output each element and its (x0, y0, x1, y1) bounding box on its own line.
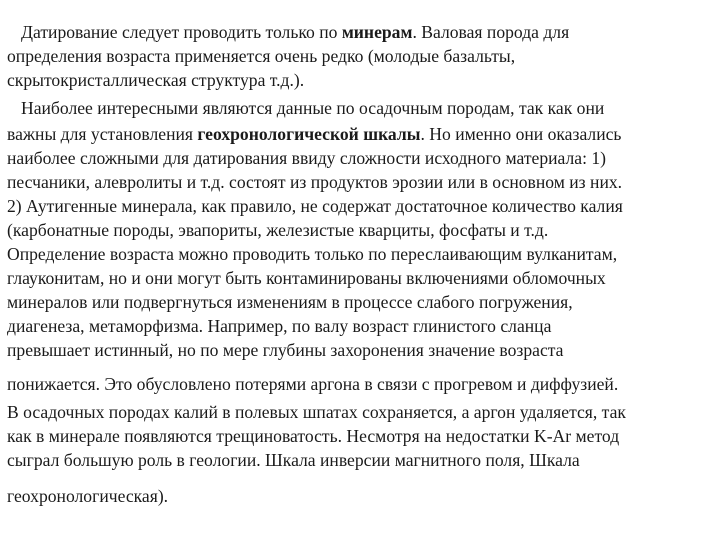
paragraph2-line5: 2) Аутигенные минерала, как правило, не содержат достаточное количество калия (7, 196, 623, 216)
paragraph1-line1 (21, 21, 569, 43)
text-run: . Но именно они оказались (420, 124, 622, 144)
paragraph2-line4: песчаники, алевролиты и т.д. состоят из продуктов эрозии или в основном из них. (7, 172, 623, 192)
paragraph1-line3: скрытокристаллическая структура т.д.). (7, 70, 305, 90)
paragraph2-line8: глауконитам, но и они могут быть контаминированы включениями обломочных (7, 268, 606, 288)
bold-term-geochronological-scale: геохронологической шкалы (197, 124, 421, 144)
paragraph3-line1: понижается. Это обусловлено потерями аргона в связи с прогревом и диффузией. (7, 374, 619, 394)
paragraph2-line1: Наиболее интересными являются данные по осадочным породам, так как они (21, 98, 605, 118)
paragraph2-line10: диагенеза, метаморфизма. Например, по валу возраст глинистого сланца (7, 316, 552, 336)
text-run: важны для установления (7, 124, 198, 144)
paragraph3-line5: геохронологическая). (7, 486, 169, 506)
bold-term-minerals: минерам (341, 22, 413, 42)
paragraph2-line7: Определение возраста можно проводить только по переслаивающим вулканитам, (7, 244, 618, 264)
paragraph2-line11: превышает истинный, но по мере глубины захоронения значение возраста (7, 340, 564, 360)
paragraph2-line6: (карбонатные породы, эвапориты, железистые кварциты, фосфаты и т.д. (7, 220, 549, 240)
paragraph3-line3: как в минерале появляются трещиноватость. Несмотря на недостатки K-Ar метод (7, 426, 620, 446)
text-run: . Валовая порода для (412, 22, 570, 42)
paragraph2-line9: минералов или подвергнуться изменениям в процессе слабого погружения, (7, 292, 573, 312)
text-run: Датирование следует проводить только по (21, 22, 342, 42)
paragraph3-line4: сыграл большую роль в геологии. Шкала инверсии магнитного поля, Шкала (7, 450, 580, 470)
paragraph2-line2 (7, 123, 621, 145)
paragraph2-line3: наиболее сложными для датирования ввиду сложности исходного материала: 1) (7, 148, 607, 168)
paragraph1-line2: определения возраста применяется очень редко (молодые базальты, (7, 46, 516, 66)
paragraph3-line2: В осадочных породах калий в полевых шпатах сохраняется, а аргон удаляется, так (7, 402, 626, 422)
